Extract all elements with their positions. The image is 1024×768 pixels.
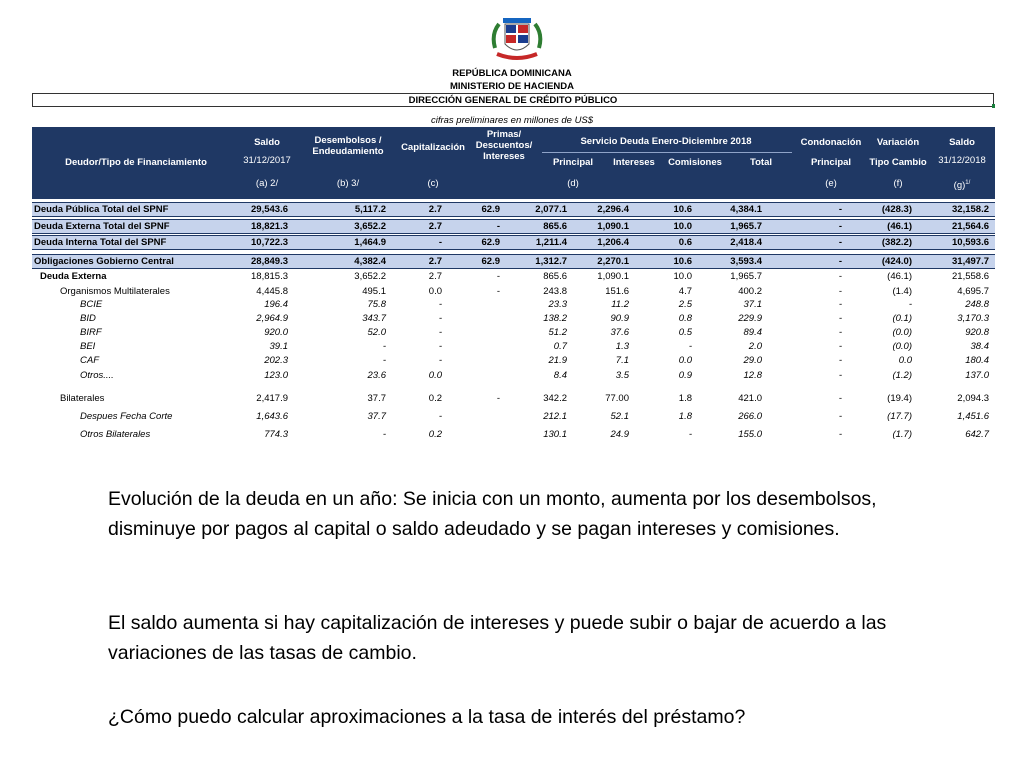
col-header-variacion-ref: (f): [893, 178, 903, 189]
row-value: (0.0): [892, 341, 912, 352]
row-value: 23.3: [548, 299, 567, 310]
row-value: -: [838, 355, 842, 366]
row-value: 0.2: [428, 429, 442, 440]
row-value: 37.7: [367, 393, 386, 404]
row-value: -: [438, 355, 442, 366]
row-value: -: [438, 411, 442, 422]
row-value: 29.0: [743, 355, 762, 366]
row-label: BID: [80, 313, 96, 324]
row-value: 52.0: [367, 327, 386, 338]
row-value: 229.9: [738, 313, 762, 324]
saldo-final-ref-text: (g): [953, 180, 966, 192]
row-value: 18,821.3: [251, 221, 288, 232]
row-value: 2,094.3: [957, 393, 989, 404]
row-value: (1.4): [892, 286, 912, 297]
col-header-variacion-sub: Tipo Cambio: [869, 157, 927, 168]
row-value: 2,077.1: [535, 204, 567, 215]
row-value: 1,312.7: [535, 256, 567, 267]
row-value: 37.6: [610, 327, 629, 338]
col-header-saldo-final: Saldo: [949, 137, 975, 148]
table-row: [32, 354, 995, 369]
row-value: -: [838, 237, 842, 248]
row-value: 2.7: [428, 271, 442, 282]
row-value: (1.2): [892, 370, 912, 381]
row-value: 24.9: [610, 429, 629, 440]
col-header-condonacion-sub: Principal: [810, 157, 852, 168]
row-value: 8.4: [553, 370, 567, 381]
header-ministry: MINISTERIO DE HACIENDA: [449, 81, 575, 92]
table-row: [32, 298, 995, 313]
col-header-saldo-date: 31/12/2017: [243, 155, 291, 166]
row-value: (19.4): [887, 393, 912, 404]
row-value: 62.9: [481, 237, 500, 248]
row-value: 4,445.8: [256, 286, 288, 297]
row-value: 1,090.1: [597, 271, 629, 282]
row-value: -: [496, 393, 500, 404]
header-divider: [542, 152, 792, 153]
row-value: -: [438, 237, 442, 248]
table-header: [32, 127, 995, 199]
row-value: 1,451.6: [957, 411, 989, 422]
row-value: 865.6: [543, 271, 567, 282]
row-value: -: [438, 313, 442, 324]
row-value: 62.9: [481, 256, 500, 267]
table-row: [32, 235, 995, 250]
row-value: 51.2: [548, 327, 567, 338]
row-value: 7.1: [615, 355, 629, 366]
row-label: Deuda Externa Total del SPNF: [34, 221, 170, 232]
table-row: [32, 312, 995, 327]
row-value: 52.1: [610, 411, 629, 422]
paragraph-evolucion: Evolución de la deuda en un año: Se inicia con un monto, aumenta por los desembolsos, disminuye por pagos al capital o saldo adeudado y se pagan intereses y comisiones.: [108, 488, 877, 540]
row-value: -: [838, 286, 842, 297]
row-value: 3,593.4: [730, 256, 762, 267]
col-header-servicio: Servicio Deuda Enero-Diciembre 2018: [580, 136, 752, 147]
row-value: 23.6: [367, 370, 386, 381]
row-value: -: [688, 429, 692, 440]
row-value: 1,206.4: [597, 237, 629, 248]
row-value: 642.7: [965, 429, 989, 440]
row-value: 38.4: [970, 341, 989, 352]
row-value: 21,558.6: [952, 271, 989, 282]
row-value: 1,211.4: [535, 237, 567, 248]
row-value: -: [838, 341, 842, 352]
row-value: 10.0: [673, 271, 692, 282]
row-value: -: [438, 341, 442, 352]
row-value: 138.2: [543, 313, 567, 324]
row-label: BIRF: [80, 327, 102, 338]
paragraph-pregunta: ¿Cómo puedo calcular aproximaciones a la tasa de interés del préstamo?: [108, 706, 746, 728]
row-value: 12.8: [743, 370, 762, 381]
col-header-deudor: Deudor/Tipo de Financiamiento: [65, 157, 207, 168]
table-row: [32, 340, 995, 355]
row-value: [450, 410, 500, 424]
row-value: 3,652.2: [354, 271, 386, 282]
row-value: 3,170.3: [957, 313, 989, 324]
row-value: -: [838, 299, 842, 310]
row-value: 243.8: [543, 286, 567, 297]
row-value: 2,417.9: [256, 393, 288, 404]
row-value: 0.7: [553, 341, 567, 352]
row-value: 32,158.2: [952, 204, 989, 215]
row-value: (0.0): [892, 327, 912, 338]
header-directorate: DIRECCIÓN GENERAL DE CRÉDITO PÚBLICO: [32, 93, 994, 107]
row-value: -: [838, 393, 842, 404]
row-label: Otros Bilaterales: [80, 429, 151, 440]
col-header-saldo-final-ref: [932, 178, 992, 191]
row-label: Obligaciones Gobierno Central: [34, 256, 174, 267]
row-value: 18,815.3: [251, 271, 288, 282]
row-label: BEI: [80, 341, 96, 352]
row-value: 10.6: [673, 256, 692, 267]
row-value: (1.7): [892, 429, 912, 440]
row-value: -: [838, 256, 842, 267]
row-value: 4,384.1: [730, 204, 762, 215]
col-header-saldo: Saldo: [254, 137, 280, 148]
row-value: 10,722.3: [251, 237, 288, 248]
row-label: Bilaterales: [60, 393, 105, 404]
header-country: REPÚBLICA DOMINICANA: [452, 68, 572, 79]
row-value: 3.5: [615, 370, 629, 381]
row-value: (428.3): [881, 204, 912, 215]
row-value: 62.9: [481, 204, 500, 215]
row-value: 2,964.9: [256, 313, 288, 324]
row-value: 37.1: [743, 299, 762, 310]
row-value: -: [838, 327, 842, 338]
row-value: (46.1): [887, 271, 912, 282]
row-value: 0.0: [428, 286, 442, 297]
row-value: 130.1: [543, 429, 567, 440]
row-value: 1,464.9: [354, 237, 386, 248]
row-value: 0.5: [678, 327, 692, 338]
row-value: 0.9: [678, 370, 692, 381]
table-row: [32, 410, 995, 425]
col-header-saldo-final-date: 31/12/2018: [938, 155, 986, 166]
row-value: 2.5: [678, 299, 692, 310]
col-header-condonacion-ref: (e): [825, 178, 837, 189]
row-value: 1,965.7: [730, 271, 762, 282]
row-value: 0.0: [678, 355, 692, 366]
row-value: -: [496, 271, 500, 282]
col-header-capitalizacion: Capitalización: [401, 142, 465, 153]
row-value: 865.6: [543, 221, 567, 232]
row-value: 0.0: [898, 355, 912, 366]
row-value: 248.8: [965, 299, 989, 310]
row-value: 0.0: [428, 370, 442, 381]
row-value: 0.8: [678, 313, 692, 324]
row-value: -: [838, 313, 842, 324]
col-header-primas: Primas/ Descuentos/ Intereses: [475, 129, 533, 162]
row-value: 266.0: [738, 411, 762, 422]
row-value: 151.6: [605, 286, 629, 297]
row-value: 343.7: [362, 313, 386, 324]
row-value: 123.0: [264, 370, 288, 381]
row-value: 400.2: [738, 286, 762, 297]
row-value: -: [838, 271, 842, 282]
row-value: 21.9: [548, 355, 567, 366]
row-label: Deuda Interna Total del SPNF: [34, 237, 167, 248]
row-value: 0.6: [678, 237, 692, 248]
coat-of-arms-icon: [489, 14, 545, 64]
row-value: 10,593.6: [952, 237, 989, 248]
row-value: (17.7): [887, 411, 912, 422]
row-value: -: [496, 221, 500, 232]
row-value: -: [496, 286, 500, 297]
row-value: 10.6: [673, 204, 692, 215]
row-value: (382.2): [881, 237, 912, 248]
row-value: 90.9: [610, 313, 629, 324]
table-row: [32, 326, 995, 341]
row-value: -: [382, 341, 386, 352]
row-value: 37.7: [367, 411, 386, 422]
paragraph-saldo: El saldo aumenta si hay capitalización de intereses y puede subir o bajar de acuerdo a las variaciones de las tasas de cambio.: [108, 612, 887, 664]
units-note: cifras preliminares en millones de US$: [430, 115, 594, 126]
row-value: -: [382, 429, 386, 440]
row-value: 2.0: [748, 341, 762, 352]
row-label: Deuda Pública Total del SPNF: [34, 204, 169, 215]
col-header-saldo-ref: (a) 2/: [255, 178, 279, 189]
saldo-final-ref-sup: 1/: [965, 180, 971, 186]
row-label: Organismos Multilaterales: [60, 286, 170, 297]
cell-marker: [992, 104, 995, 108]
row-value: [450, 428, 500, 442]
table-row: [32, 202, 995, 217]
row-value: 2.7: [428, 221, 442, 232]
row-value: 1.3: [615, 341, 629, 352]
row-label: Deuda Externa: [40, 271, 107, 282]
row-value: 5,117.2: [354, 204, 386, 215]
row-value: 21,564.6: [952, 221, 989, 232]
row-value: 29,543.6: [251, 204, 288, 215]
col-header-variacion: Variación: [876, 137, 920, 148]
row-label: Otros....: [80, 370, 114, 381]
row-value: 3,652.2: [354, 221, 386, 232]
row-value: 2.7: [428, 204, 442, 215]
col-header-comisiones: Comisiones: [668, 157, 722, 168]
row-value: 2,296.4: [597, 204, 629, 215]
row-label: CAF: [80, 355, 99, 366]
row-value: 920.0: [264, 327, 288, 338]
col-header-condonacion: Condonación: [800, 137, 862, 148]
row-value: [450, 369, 500, 383]
row-value: (0.1): [892, 313, 912, 324]
col-header-total: Total: [750, 157, 772, 168]
row-value: 495.1: [362, 286, 386, 297]
col-header-desembolsos: Desembolsos / Endeudamiento: [312, 135, 384, 157]
row-value: -: [838, 204, 842, 215]
row-value: -: [908, 299, 912, 310]
table-row: [32, 392, 995, 407]
row-value: 2.7: [428, 256, 442, 267]
row-value: 10.0: [673, 221, 692, 232]
row-value: 1,643.6: [256, 411, 288, 422]
row-value: [450, 340, 500, 354]
row-value: -: [438, 299, 442, 310]
row-value: -: [438, 327, 442, 338]
row-value: -: [838, 221, 842, 232]
row-value: 155.0: [738, 429, 762, 440]
row-value: 2,418.4: [730, 237, 762, 248]
col-header-intereses: Intereses: [613, 157, 655, 168]
row-value: 4,382.4: [354, 256, 386, 267]
row-value: [450, 298, 500, 312]
row-value: -: [838, 429, 842, 440]
table-row: [32, 254, 995, 269]
row-value: 77.00: [605, 393, 629, 404]
row-value: 212.1: [543, 411, 567, 422]
row-value: 1.8: [678, 411, 692, 422]
row-value: 421.0: [738, 393, 762, 404]
row-value: 39.1: [269, 341, 288, 352]
row-label: BCIE: [80, 299, 103, 310]
row-value: -: [688, 341, 692, 352]
row-value: [450, 326, 500, 340]
table-row: [32, 270, 995, 285]
row-value: 11.2: [611, 299, 629, 310]
col-header-desembolsos-ref: (b) 3/: [336, 178, 360, 189]
row-value: 75.8: [367, 299, 386, 310]
row-value: 1,090.1: [597, 221, 629, 232]
table-row: [32, 428, 995, 443]
col-header-principal-ref: (d): [567, 178, 579, 189]
row-value: 31,497.7: [952, 256, 989, 267]
row-label: Despues Fecha Corte: [80, 411, 173, 422]
row-value: (424.0): [881, 256, 912, 267]
row-value: 180.4: [965, 355, 989, 366]
row-value: 342.2: [543, 393, 567, 404]
row-value: 28,849.3: [251, 256, 288, 267]
row-value: 1.8: [678, 393, 692, 404]
row-value: -: [838, 370, 842, 381]
row-value: 2,270.1: [597, 256, 629, 267]
row-value: 4.7: [678, 286, 692, 297]
row-value: 1,965.7: [730, 221, 762, 232]
row-value: 920.8: [965, 327, 989, 338]
col-header-principal: Principal: [552, 157, 594, 168]
row-value: 196.4: [264, 299, 288, 310]
row-value: 4,695.7: [957, 286, 989, 297]
table-row: [32, 369, 995, 384]
row-value: [450, 312, 500, 326]
row-value: 774.3: [264, 429, 288, 440]
row-value: -: [838, 411, 842, 422]
row-value: 202.3: [264, 355, 288, 366]
row-value: -: [382, 355, 386, 366]
row-value: 137.0: [965, 370, 989, 381]
table-row: [32, 219, 995, 234]
row-value: 0.2: [428, 393, 442, 404]
row-value: [450, 354, 500, 368]
row-value: 89.4: [743, 327, 762, 338]
col-header-capitalizacion-ref: (c): [427, 178, 439, 189]
row-value: (46.1): [887, 221, 912, 232]
